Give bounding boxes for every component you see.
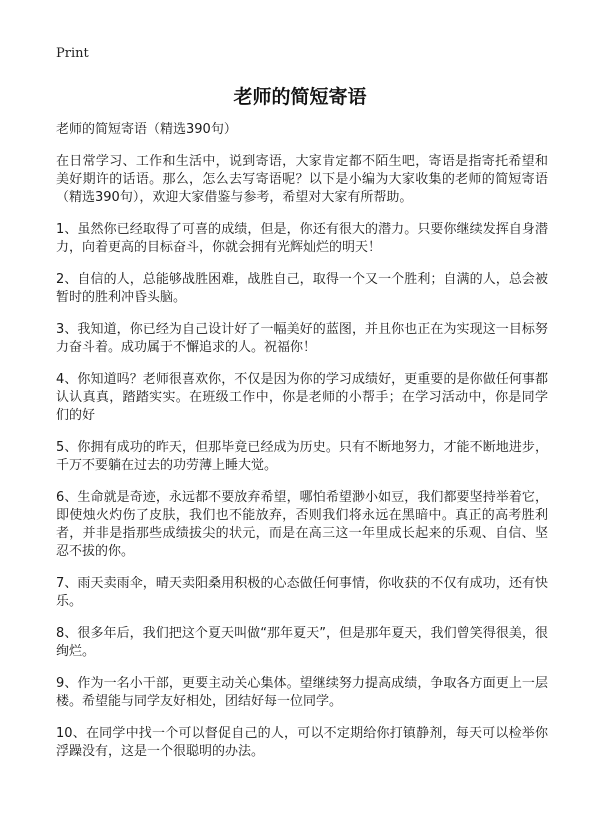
list-item: 7、雨天卖雨伞，晴天卖阳桑用积极的心态做任何事情，你收获的不仅有成功，还有快乐。 bbox=[56, 576, 548, 609]
intro-paragraph: 在日常学习、工作和生活中，说到寄语，大家肯定都不陌生吧，寄语是指寄托希望和美好期许的话语。那么，怎么去写寄语呢？以下是小编为大家收集的老师的简短寄语（精选390句），欢迎大家借鉴与参考，希望对大家有所帮助。 bbox=[56, 154, 548, 205]
list-item: 1、虽然你已经取得了可喜的成绩，但是，你还有很大的潜力。只要你继续发挥自身潜力，向着更高的目标奋斗，你就会拥有光辉灿烂的明天！ bbox=[56, 222, 548, 255]
article-subtitle: 老师的简短寄语（精选390句） bbox=[56, 122, 237, 137]
list-item: 3、我知道，你已经为自己设计好了一幅美好的蓝图，并且你也正在为实现这一目标努力奋斗着。成功属于不懈追求的人。祝福你！ bbox=[56, 322, 548, 355]
article-body bbox=[56, 121, 548, 775]
page-title: 老师的简短寄语 bbox=[233, 86, 367, 108]
list-item: 4、你知道吗？老师很喜欢你，不仅是因为你的学习成绩好，更重要的是你做任何事都认认真真，踏踏实实。在班级工作中，你是老师的小帮手；在学习活动中，你是同学们的好 bbox=[56, 372, 548, 423]
list-item: 5、你拥有成功的昨天，但那毕竟已经成为历史。只有不断地努力，才能不断地进步，千万不要躺在过去的功劳薄上睡大觉。 bbox=[56, 440, 548, 473]
list-item: 8、很多年后，我们把这个夏天叫做“那年夏天”，但是那年夏天，我们曾笑得很美，很绚烂。 bbox=[56, 626, 548, 659]
list-item: 9、作为一名小干部，更要主动关心集体。望继续努力提高成绩，争取各方面更上一层楼。希望能与同学友好相处，团结好每一位同学。 bbox=[56, 676, 548, 709]
print-link[interactable]: Print bbox=[56, 46, 89, 61]
list-item: 10、在同学中找一个可以督促自己的人，可以不定期给你打镇静剂，每天可以检举你浮躁没有，这是一个很聪明的办法。 bbox=[56, 726, 548, 759]
list-item: 2、自信的人，总能够战胜困难，战胜自己，取得一个又一个胜利；自满的人，总会被暂时的胜利冲昏头脑。 bbox=[56, 272, 548, 305]
list-item: 6、生命就是奇迹，永远都不要放弃希望，哪怕希望渺小如豆，我们都要坚持举着它，即使烛火灼伤了皮肤，我们也不能放弃，否则我们将永远在黑暗中。真正的高考胜利者，并非是指那些成绩拔尖的状元，而是在高三这一年里成长起来的乐观、自信、坚忍不拔的你。 bbox=[56, 490, 548, 559]
